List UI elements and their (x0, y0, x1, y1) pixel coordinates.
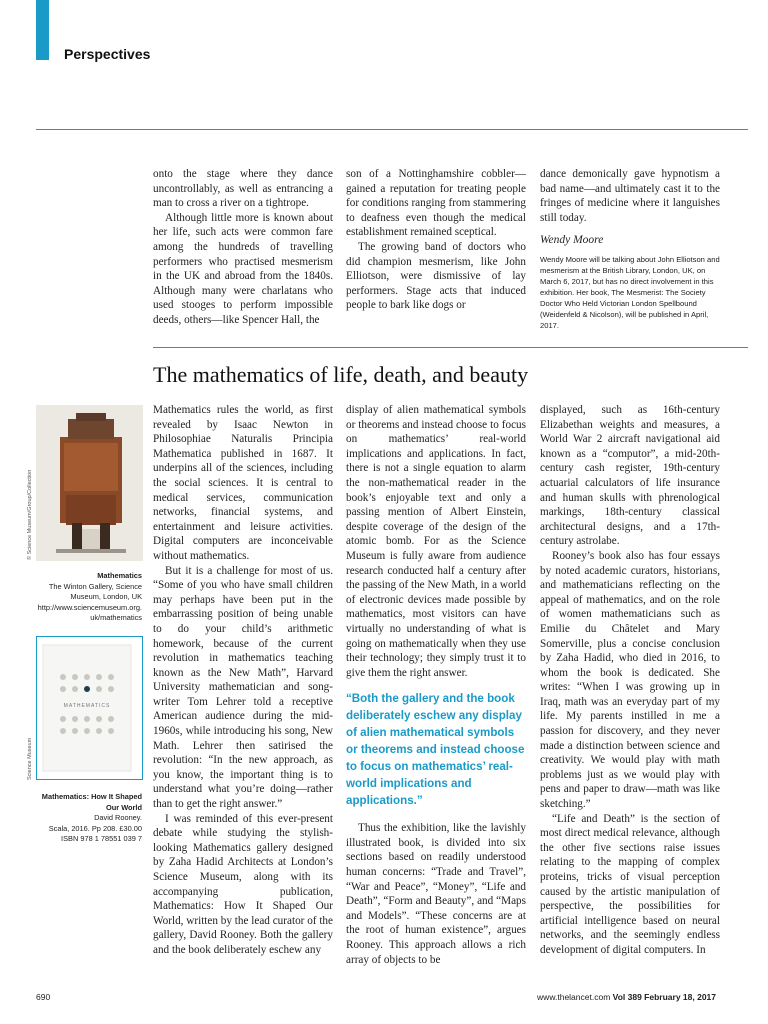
section-accent-bar (36, 0, 49, 60)
paragraph: But it is a challenge for most of us. “Some of you who have small children may perhaps have been put in the embarrassing position of being unable to do your child’s arithmetic homework, because of the current revolution in mathematics teaching known as the New Math”, Harvard University mathematician and song-writer Tom Lehrer told a receptive American audience during the mid-1960s, while introducing his song, New Math. Lehrer then satirised the revolution: “In the new approach, as you know, the important thing is to understand what you’re doing—rather than to get the right answer.” (153, 564, 333, 811)
exhibit-photo (36, 405, 143, 561)
exhibit-caption (36, 571, 142, 624)
book-caption (36, 792, 142, 845)
top-rule (36, 129, 748, 130)
book-cover-title: MATHEMATICS (63, 703, 111, 709)
footer-info (537, 992, 716, 1002)
paragraph: dance demonically gave hypnotism a bad name—and ultimately cast it to the fringes of medicine where it languishes still today. (540, 168, 720, 224)
exhibit-link[interactable]: http://www.sciencemuseum.org. (37, 602, 142, 612)
footer-date: February 18, 2017 (644, 992, 716, 1002)
exhibit-line: The Winton Gallery, Science (48, 581, 142, 591)
author-bio: Wendy Moore will be talking about John Elliotson and mesmerism at the British Library, London, UK, on March 6, 2017, but has no direct involvement in this exhibition. Her book, The Mesmerist: The Society Doctor Who Held Victorian London Spellbound (Weidenfeld & Nicolson), will be published in April, 2017. (540, 254, 720, 330)
footer-volume: Vol 389 (612, 992, 642, 1002)
section-label: Perspectives (64, 46, 151, 62)
author-byline: Wendy Moore (540, 234, 604, 247)
paragraph: displayed, such as 16th-century Elizabethan weights and measures, a World War 2 aircraft navigational aid known as a “computor”, a mid-20th-century cash register, 19th-century actuarial calculators of life insurance and human skulls with phrenological markings, 18th-century classical architectural designs, and a 17th-century astrolabe. (540, 404, 720, 548)
paragraph: I was reminded of this ever-present debate while studying the stylish-looking Mathematics gallery designed by Zaha Hadid Architects at London’s Science Museum, along with its accompanying publication, Mathematics: How It Shaped Our World, written by the lead curator of the gallery, David Rooney. Both the gallery and the book deliberately eschew any (153, 812, 333, 956)
paragraph: onto the stage where they dance uncontrollably, as well as entrancing a man to cross a river on a tightrope. (153, 168, 333, 210)
book-title: Mathematics: How It Shaped Our World (41, 792, 142, 812)
book-cover-image (36, 636, 143, 780)
top-column-1 (153, 167, 333, 328)
top-column-3 (540, 167, 720, 331)
exhibit-link[interactable]: uk/mathematics (90, 613, 142, 622)
page-number: 690 (36, 992, 51, 1002)
article-column-3 (540, 403, 720, 958)
paragraph: Although little more is known about her life, such acts were common fare among the hundreds of travelling performers who practised mesmerism in the UK and abroad from the 1840s. Although many were charlatans who used stooges to perform impossible deeds, others—like Spencer Hall, the (153, 211, 333, 326)
top-column-2 (346, 167, 526, 313)
book-line: Scala, 2016. Pp 208. £30.00 (48, 823, 142, 833)
pascal-calculator-cabinet-image (36, 405, 143, 561)
paragraph: The growing band of doctors who did champion mesmerism, like John Elliotson, were dismissive of lay performers. Stage acts that induced people to bark like dogs or (346, 240, 526, 312)
exhibit-line: Museum, London, UK (70, 592, 142, 601)
paragraph: Rooney’s book also has four essays by noted academic curators, historians, and mathematicians reflecting on the appeal of mathematics, and on the role of women mathematicians such as Emilie du Châtelet and Mary Somerville, plus a concise conclusion by Zaha Hadid, who died in 2016, to whom the book is dedicated. She writes: “When I was growing up in Iraq, math was an everyday part of my life. My parents instilled in me a passion for discovery, and they never made a distinction between science and creativity. We would play with math problems just as we would play with pens and paper to draw—math was like sketching.” (540, 549, 720, 811)
paragraph: display of alien mathematical symbols or theorems and instead choose to focus on mathematics’ real-world implications and applications. In fact, there is not a single equation to alarm the non-mathematical reader in the book’s enjoyable text and only a passing mention of Albert Einstein, despite coverage of the design of the atomic bomb. For as the Science Museum is fully aware from audience research conducted half a century after the passing of the New Math, in a world of electronic devices made possible by mathematics, most visitors can have virtually no understanding of what is going on mathematically when they use their technology; they simply trust it to give them the right answer. (346, 404, 526, 679)
pull-quote: “Both the gallery and the book deliberately eschew any display of alien mathematical symbols or theorems and instead choose to focus on mathematics’ real-world implications and applications.” (346, 692, 525, 808)
exhibit-title: Mathematics (97, 571, 142, 580)
paragraph: Mathematics rules the world, as first revealed by Isaac Newton in Philosophiae Naturalis Principia Mathematica published in 1687. It underpins all of the sciences, including the social sciences. It is central to medical services, communication networks, financial systems, and entertainment and leisure activities. Digital computers are inconceivable without mathematics. (153, 404, 333, 562)
book-photo-credit: Science Museum (27, 737, 33, 780)
photo-credit: © Science Museum/Group/Collection (27, 469, 33, 560)
book-line: ISBN 978 1 78551 039 7 (61, 834, 142, 843)
paragraph: “Life and Death” is the section of most direct medical relevance, although the other five sections raise issues relating to the mapping of complex proteins, tricks of visual perception caused by the artistic manipulation of perspective, the possibilities for artificial intelligence based on neural networks, and the seemingly endless development of digital computers. In (540, 812, 720, 956)
paragraph: Thus the exhibition, like the lavishly illustrated book, is divided into six sections based on readily understood human concerns: “Trade and Travel”, “War and Peace”, “Money”, “Life and Death”, “Form and Beauty”, and “Maps and Models”. “These concerns are at the root of human existence”, argues Rooney. This approach allows a rich array of objects to be (346, 822, 526, 966)
paragraph: son of a Nottinghamshire cobbler—gained a reputation for treating people for conditions ranging from stammering to deafness even though the medical establishment remained sceptical. (346, 168, 526, 239)
footer-site[interactable]: www.thelancet.com (537, 992, 611, 1002)
article-column-1 (153, 403, 333, 958)
article-title: The mathematics of life, death, and beauty (153, 362, 529, 387)
book-line: David Rooney. (94, 813, 142, 822)
article-rule (153, 347, 748, 348)
article-column-2 (346, 403, 526, 967)
